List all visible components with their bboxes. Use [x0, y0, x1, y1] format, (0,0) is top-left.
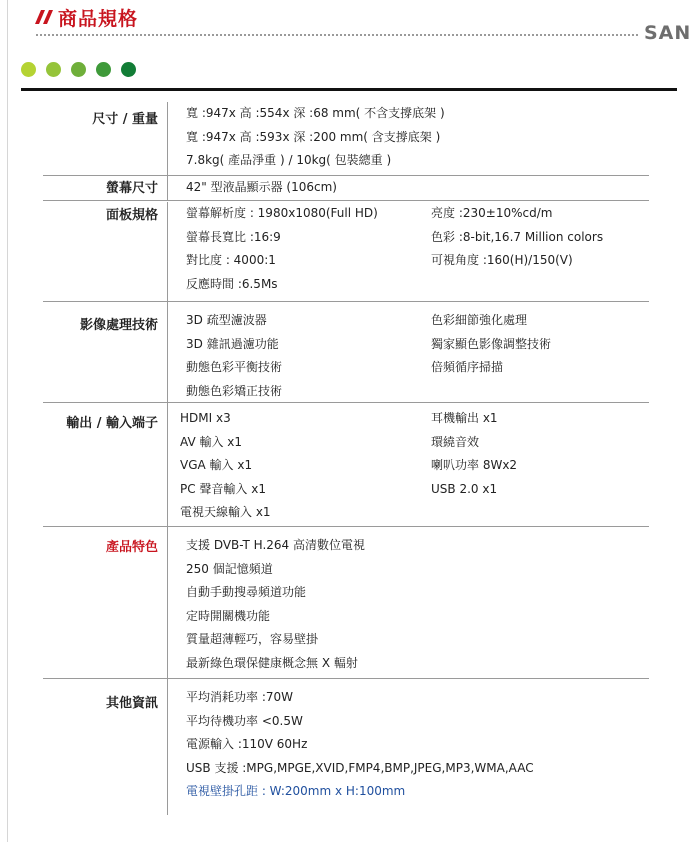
- spec-line: 7.8kg( 產品淨重 ) / 10kg( 包裝總重 ): [186, 153, 392, 167]
- spec-row-size-weight: [43, 102, 649, 176]
- row-divider: [167, 403, 168, 526]
- spec-line: PC 聲音輸入 x1: [180, 481, 266, 496]
- spec-line: 亮度 :230±10%cd/m: [431, 206, 553, 220]
- spec-row-features: [43, 527, 649, 679]
- spec-row-image-processing: [43, 302, 649, 403]
- spec-line: HDMI x3: [180, 411, 231, 425]
- spec-line: 動態色彩平衡技術: [186, 360, 283, 374]
- spec-line: AV 輸入 x1: [180, 434, 243, 449]
- wall-mount-spec: 電視壁掛孔距 : W:200mm x H:100mm: [186, 784, 406, 798]
- page-left-border: [7, 0, 8, 842]
- feature-line: 定時開關機功能: [186, 608, 271, 623]
- image-processing-values-left: [186, 309, 282, 403]
- io-ports-values-left: [180, 407, 271, 525]
- other-values: [186, 686, 534, 804]
- spec-line: 喇叭功率 8Wx2: [431, 458, 518, 472]
- row-divider: [167, 102, 168, 175]
- row-label-io-ports: 輸出 / 輸入端子: [66, 416, 158, 431]
- green-dot-5: [121, 62, 136, 77]
- feature-line: 最新綠色環保健康概念無 X 輻射: [186, 655, 358, 670]
- io-ports-values-right: [431, 407, 517, 501]
- row-label-size-weight: 尺寸 / 重量: [92, 112, 158, 127]
- feature-line: 自動手動搜尋頻道功能: [186, 585, 307, 599]
- spec-line: 動態色彩矯正技術: [186, 383, 283, 398]
- features-values: [186, 534, 365, 675]
- spec-line: 螢幕長寬比 :16:9: [186, 229, 281, 244]
- spec-line: 色彩 :8-bit,16.7 Million colors: [431, 229, 604, 244]
- row-label-panel: 面板規格: [105, 208, 158, 223]
- spec-line: 可視角度 :160(H)/150(V): [431, 253, 573, 267]
- panel-values-right: [431, 202, 603, 273]
- title-slash-icon: [33, 9, 55, 25]
- green-dot-3: [71, 62, 86, 77]
- spec-row-other: [43, 679, 649, 815]
- decorative-dots: [21, 62, 136, 78]
- dotted-divider: [36, 34, 638, 36]
- spec-line: 螢幕解析度 : 1980x1080(Full HD): [186, 206, 378, 220]
- green-dot-2: [46, 62, 61, 77]
- row-divider: [167, 202, 168, 301]
- section-header: [0, 0, 700, 52]
- row-divider: [167, 176, 168, 200]
- spec-line: 對比度 : 4000:1: [186, 253, 276, 267]
- spec-line: 3D 疏型濾波器: [186, 313, 267, 327]
- image-processing-values-right: [431, 309, 551, 380]
- spec-line: 平均消耗功率 :70W: [186, 690, 293, 704]
- spec-line: 耳機輸出 x1: [431, 411, 498, 425]
- row-divider: [167, 527, 168, 678]
- panel-values-left: [186, 202, 378, 296]
- section-title: 商品規格: [58, 8, 139, 30]
- spec-line: 3D 雜訊過濾功能: [186, 336, 279, 351]
- spec-line: 環繞音效: [431, 434, 480, 449]
- size-weight-values: [186, 102, 445, 173]
- spec-line: 倍頻循序掃描: [431, 360, 504, 374]
- spec-row-io-ports: [43, 403, 649, 527]
- heavy-divider: [21, 88, 677, 91]
- spec-line: 反應時間 :6.5Ms: [186, 276, 278, 291]
- feature-line: 質量超薄輕巧，容易壁掛: [186, 632, 319, 646]
- feature-line: 支援 DVB-T H.264 高清數位電視: [186, 538, 366, 552]
- spec-line: 電源輸入 :110V 60Hz: [186, 737, 308, 751]
- spec-line: 平均待機功率 <0.5W: [186, 713, 303, 728]
- spec-line: 色彩細節強化處理: [431, 313, 528, 327]
- brand-logo: SAN: [644, 22, 692, 44]
- row-divider: [167, 302, 168, 402]
- row-divider: [167, 679, 168, 815]
- row-label-features: 產品特色: [105, 540, 158, 555]
- spec-line: USB 支援 :MPG,MPGE,XVID,FMP4,BMP,JPEG,MP3,WMA,AAC: [186, 760, 534, 775]
- row-label-image-processing: 影像處理技術: [79, 318, 158, 333]
- feature-line: 250 個記憶頻道: [186, 561, 273, 576]
- green-dot-1: [21, 62, 36, 77]
- spec-line: 42" 型液晶顯示器 (106cm): [186, 180, 337, 194]
- screen-size-values: [186, 176, 337, 200]
- green-dot-4: [96, 62, 111, 77]
- spec-line: 寬 :947x 高 :593x 深 :200 mm( 含支撐底架 ): [186, 129, 441, 144]
- spec-line: 獨家顯色影像調整技術: [431, 336, 552, 351]
- row-label-other: 其他資訊: [105, 696, 158, 711]
- spec-line: VGA 輸入 x1: [180, 458, 253, 472]
- spec-row-panel: [43, 202, 649, 302]
- spec-line: USB 2.0 x1: [431, 481, 498, 496]
- spec-row-screen-size: [43, 176, 649, 201]
- row-label-screen-size: 螢幕尺寸: [105, 181, 158, 196]
- spec-line: 電視天線輸入 x1: [180, 505, 271, 519]
- spec-line: 寬 :947x 高 :554x 深 :68 mm( 不含支撐底架 ): [186, 106, 445, 120]
